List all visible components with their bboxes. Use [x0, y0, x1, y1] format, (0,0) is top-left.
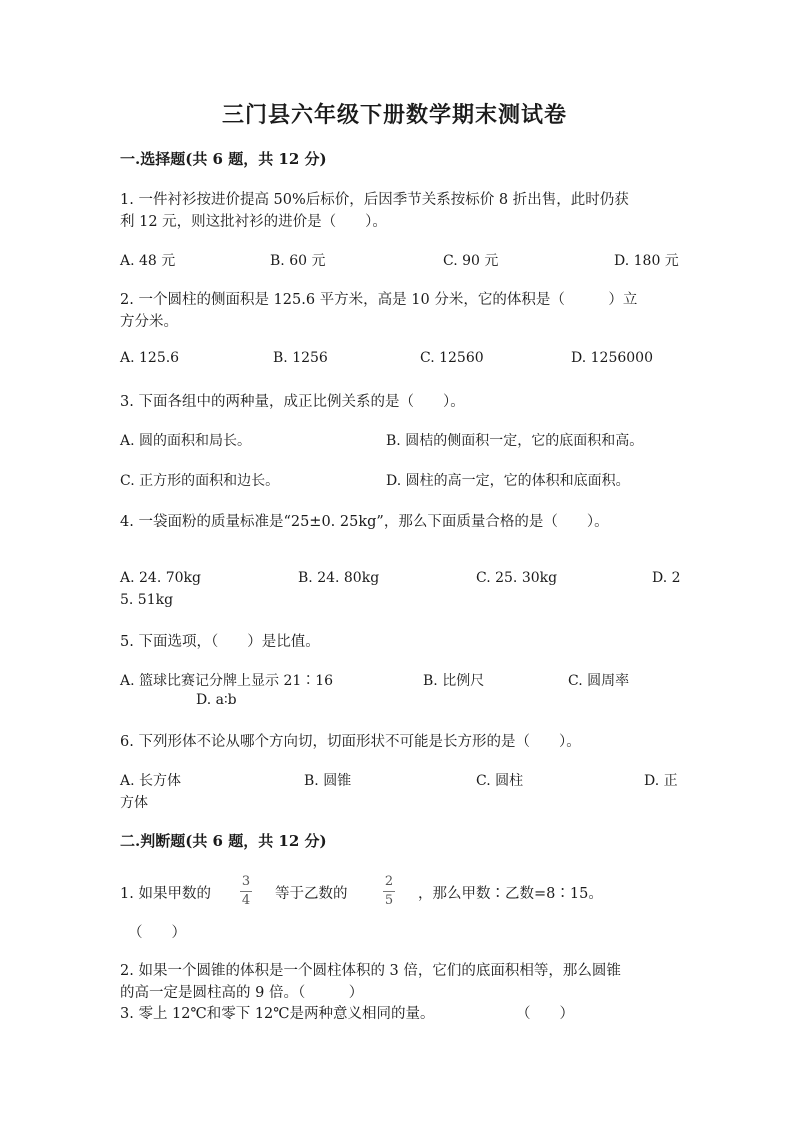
option-d: D. 180 元 — [614, 253, 679, 269]
option-d: D. 1256000 — [571, 350, 653, 366]
option-d-continued: 方体 — [120, 795, 148, 811]
question-line: 方分米。 — [120, 314, 178, 330]
fraction-denominator: 5 — [384, 893, 394, 908]
option-a: A. 24. 70kg — [120, 570, 201, 586]
option-a: A. 篮球比赛记分牌上显示 21∶16 — [120, 673, 334, 689]
option-c: C. 圆周率 — [568, 673, 630, 689]
question-part: 1. 如果甲数的 — [120, 886, 211, 902]
question-line: 2. 一个圆柱的侧面积是 125.6 平方米，高是 10 分米，它的体积是（ ）立 — [120, 292, 638, 308]
question-line: 4. 一袋面粉的质量标准是“25±0. 25kg”，那么下面质量合格的是（ ）。 — [120, 514, 609, 530]
option-b: B. 24. 80kg — [298, 570, 380, 586]
answer-blank[interactable]: （ ） — [128, 925, 186, 941]
option-a: A. 48 元 — [120, 253, 176, 269]
option-a: A. 圆的面积和局长。 — [120, 433, 252, 449]
fraction-denominator: 4 — [241, 893, 251, 908]
option-c: C. 12560 — [420, 350, 484, 366]
fraction-bar — [240, 891, 252, 892]
option-b: B. 圆锥 — [304, 773, 352, 789]
question-part: 等于乙数的 — [275, 886, 348, 902]
question-line: 6. 下列形体不论从哪个方向切，切面形状不可能是长方形的是（ ）。 — [120, 734, 581, 750]
option-d: D. a∶b — [196, 692, 237, 708]
option-c: C. 90 元 — [443, 253, 499, 269]
question-line: 3. 零上 12℃和零下 12℃是两种意义相同的量。 — [120, 1006, 435, 1022]
question-part: ，那么甲数∶乙数=8∶15。 — [418, 886, 603, 902]
option-c: C. 25. 30kg — [476, 570, 558, 586]
option-a: A. 125.6 — [120, 350, 180, 366]
option-c: C. 正方形的面积和边长。 — [120, 473, 280, 489]
option-b: B. 60 元 — [270, 253, 326, 269]
fraction-numerator: 3 — [241, 874, 251, 889]
option-d: D. 圆柱的高一定，它的体积和底面积。 — [386, 473, 630, 489]
fraction-numerator: 2 — [384, 874, 394, 889]
question-line: 利 12 元，则这批衬衫的进价是（ ）。 — [120, 214, 387, 230]
fraction-bar — [383, 891, 395, 892]
option-d: D. 2 — [652, 570, 681, 586]
option-b: B. 圆桔的侧面积一定，它的底面积和高。 — [386, 433, 644, 449]
option-d: D. 正 — [644, 773, 678, 789]
question-line: 1. 一件衬衫按进价提高 50%后标价，后因季节关系按标价 8 折出售，此时仍获 — [120, 192, 629, 208]
section-heading: 二.判断题(共 6 题，共 12 分) — [120, 832, 327, 850]
question-line: 5. 下面选项，（ ）是比值。 — [120, 634, 320, 650]
question-line: 3. 下面各组中的两种量，成正比例关系的是（ ）。 — [120, 394, 465, 410]
fraction-two-fifths — [383, 874, 395, 909]
question-line: 的高一定是圆柱高的 9 倍。（ ） — [120, 985, 364, 1001]
answer-blank[interactable]: （ ） — [516, 1006, 574, 1022]
section-heading: 一.选择题(共 6 题，共 12 分) — [120, 150, 327, 168]
option-d-continued: 5. 51kg — [120, 592, 174, 608]
option-a: A. 长方体 — [120, 773, 182, 789]
page-title: 三门县六年级下册数学期末测试卷 — [222, 102, 568, 128]
option-c: C. 圆柱 — [476, 773, 524, 789]
question-line: 2. 如果一个圆锥的体积是一个圆柱体积的 3 倍，它们的底面积相等，那么圆锥 — [120, 963, 621, 979]
option-b: B. 1256 — [273, 350, 328, 366]
option-b: B. 比例尺 — [423, 673, 485, 689]
fraction-three-quarters — [240, 874, 252, 909]
